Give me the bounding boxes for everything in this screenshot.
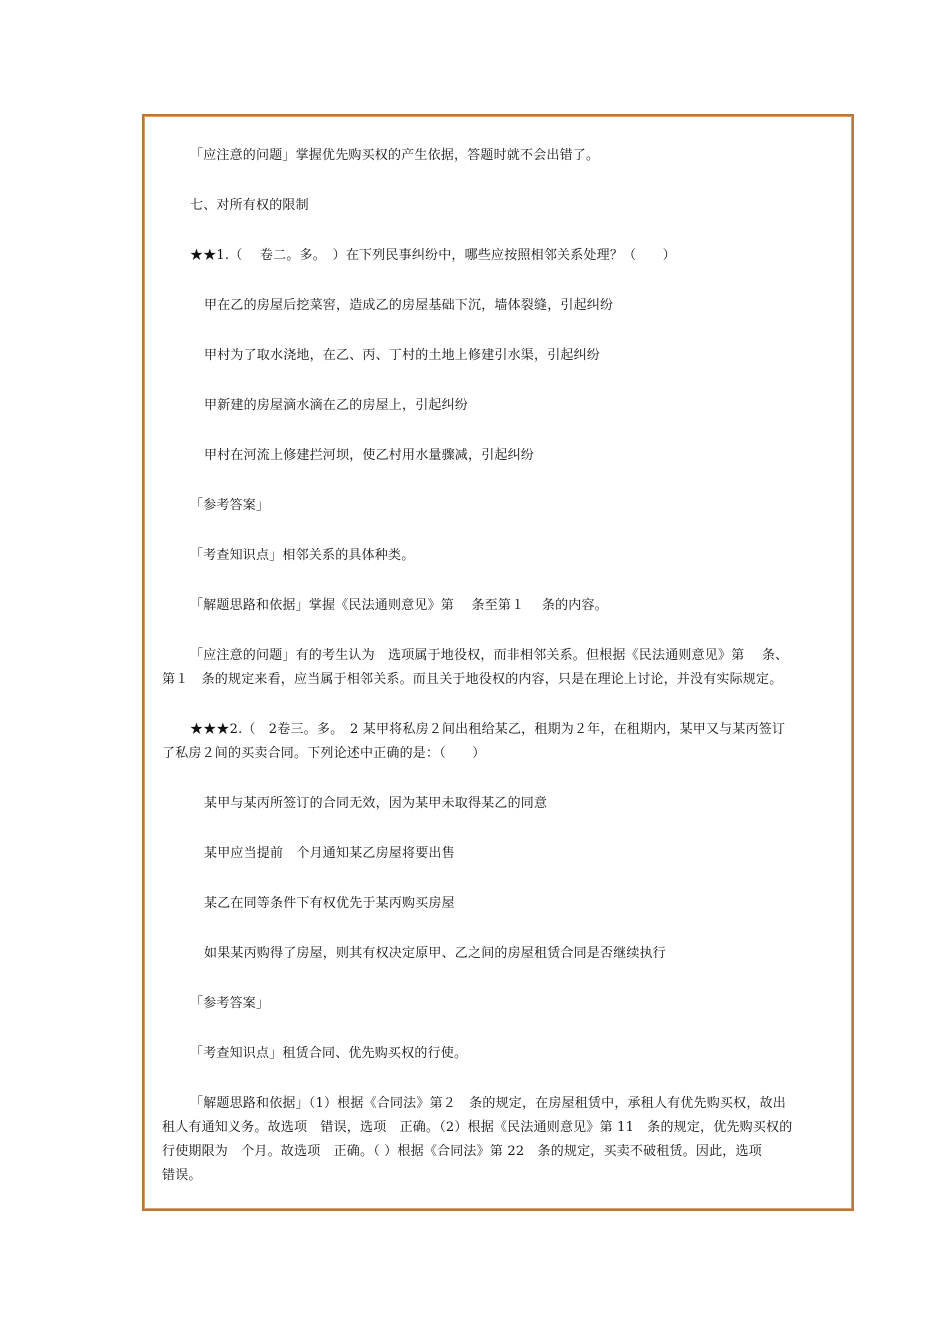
text-line: 租人有通知义务。故选项 错误，选项 正确。（2）根据《民法通则意见》第 11 条的规定，优先购买权的 — [162, 1120, 793, 1135]
question-2: 了私房２间的买卖合同。下列论述中正确的是：（ ） — [162, 746, 486, 761]
option: 某甲应当提前 个月通知某乙房屋将要出售 — [204, 846, 455, 861]
text-line: 「考查知识点」相邻关系的具体种类。 — [190, 548, 415, 563]
text-line: 「应注意的问题」掌握优先购买权的产生依据，答题时就不会出错了。 — [190, 148, 600, 163]
option: 甲村在河流上修建拦河坝，使乙村用水量骤减，引起纠纷 — [204, 448, 535, 463]
option: 甲在乙的房屋后挖菜窖，造成乙的房屋基础下沉，墙体裂缝，引起纠纷 — [204, 298, 614, 313]
answer-heading: 「参考答案」 — [190, 996, 270, 1011]
text-line: 「解题思路和依据」掌握《民法通则意见》第 条至第１ 条的内容。 — [190, 598, 608, 613]
option: 如果某丙购得了房屋，则其有权决定原甲、乙之间的房屋租赁合同是否继续执行 — [204, 946, 667, 961]
text-line: 第１ 条的规定来看，应当属于相邻关系。而且关于地役权的内容，只是在理论上讨论，并没有实际规定。 — [162, 672, 783, 687]
section-heading: 七、对所有权的限制 — [190, 198, 309, 213]
answer-heading: 「参考答案」 — [190, 498, 270, 513]
question-1: ★★1.（ 卷二。多。 ）在下列民事纠纷中，哪些应按照相邻关系处理？（ ） — [190, 248, 676, 263]
text-line: 错误。 — [162, 1168, 202, 1183]
text-line: 「应注意的问题」有的考生认为 选项属于地役权，而非相邻关系。但根据《民法通则意见》第 条、 — [190, 648, 789, 663]
text-line: 「考查知识点」租赁合同、优先购买权的行使。 — [190, 1046, 468, 1061]
text-line: 「解题思路和依据」（1）根据《合同法》第２ 条的规定，在房屋租赁中，承租人有优先购买权，故出 — [190, 1096, 786, 1111]
option: 某乙在同等条件下有权优先于某丙购买房屋 — [204, 896, 455, 911]
text-line: 行使期限为 个月。故选项 正确。（ ）根据《合同法》第 22 条的规定，买卖不破租赁。因此，选项 — [162, 1144, 762, 1159]
option: 甲新建的房屋滴水滴在乙的房屋上，引起纠纷 — [204, 398, 469, 413]
option: 某甲与某丙所签订的合同无效，因为某甲未取得某乙的同意 — [204, 796, 548, 811]
option: 甲村为了取水浇地，在乙、丙、丁村的土地上修建引水渠，引起纠纷 — [204, 348, 601, 363]
question-2: ★★★2.（ 2卷三。多。 2 某甲将私房２间出租给某乙，租期为２年，在租期内，某甲又与某丙签订 — [190, 722, 786, 737]
